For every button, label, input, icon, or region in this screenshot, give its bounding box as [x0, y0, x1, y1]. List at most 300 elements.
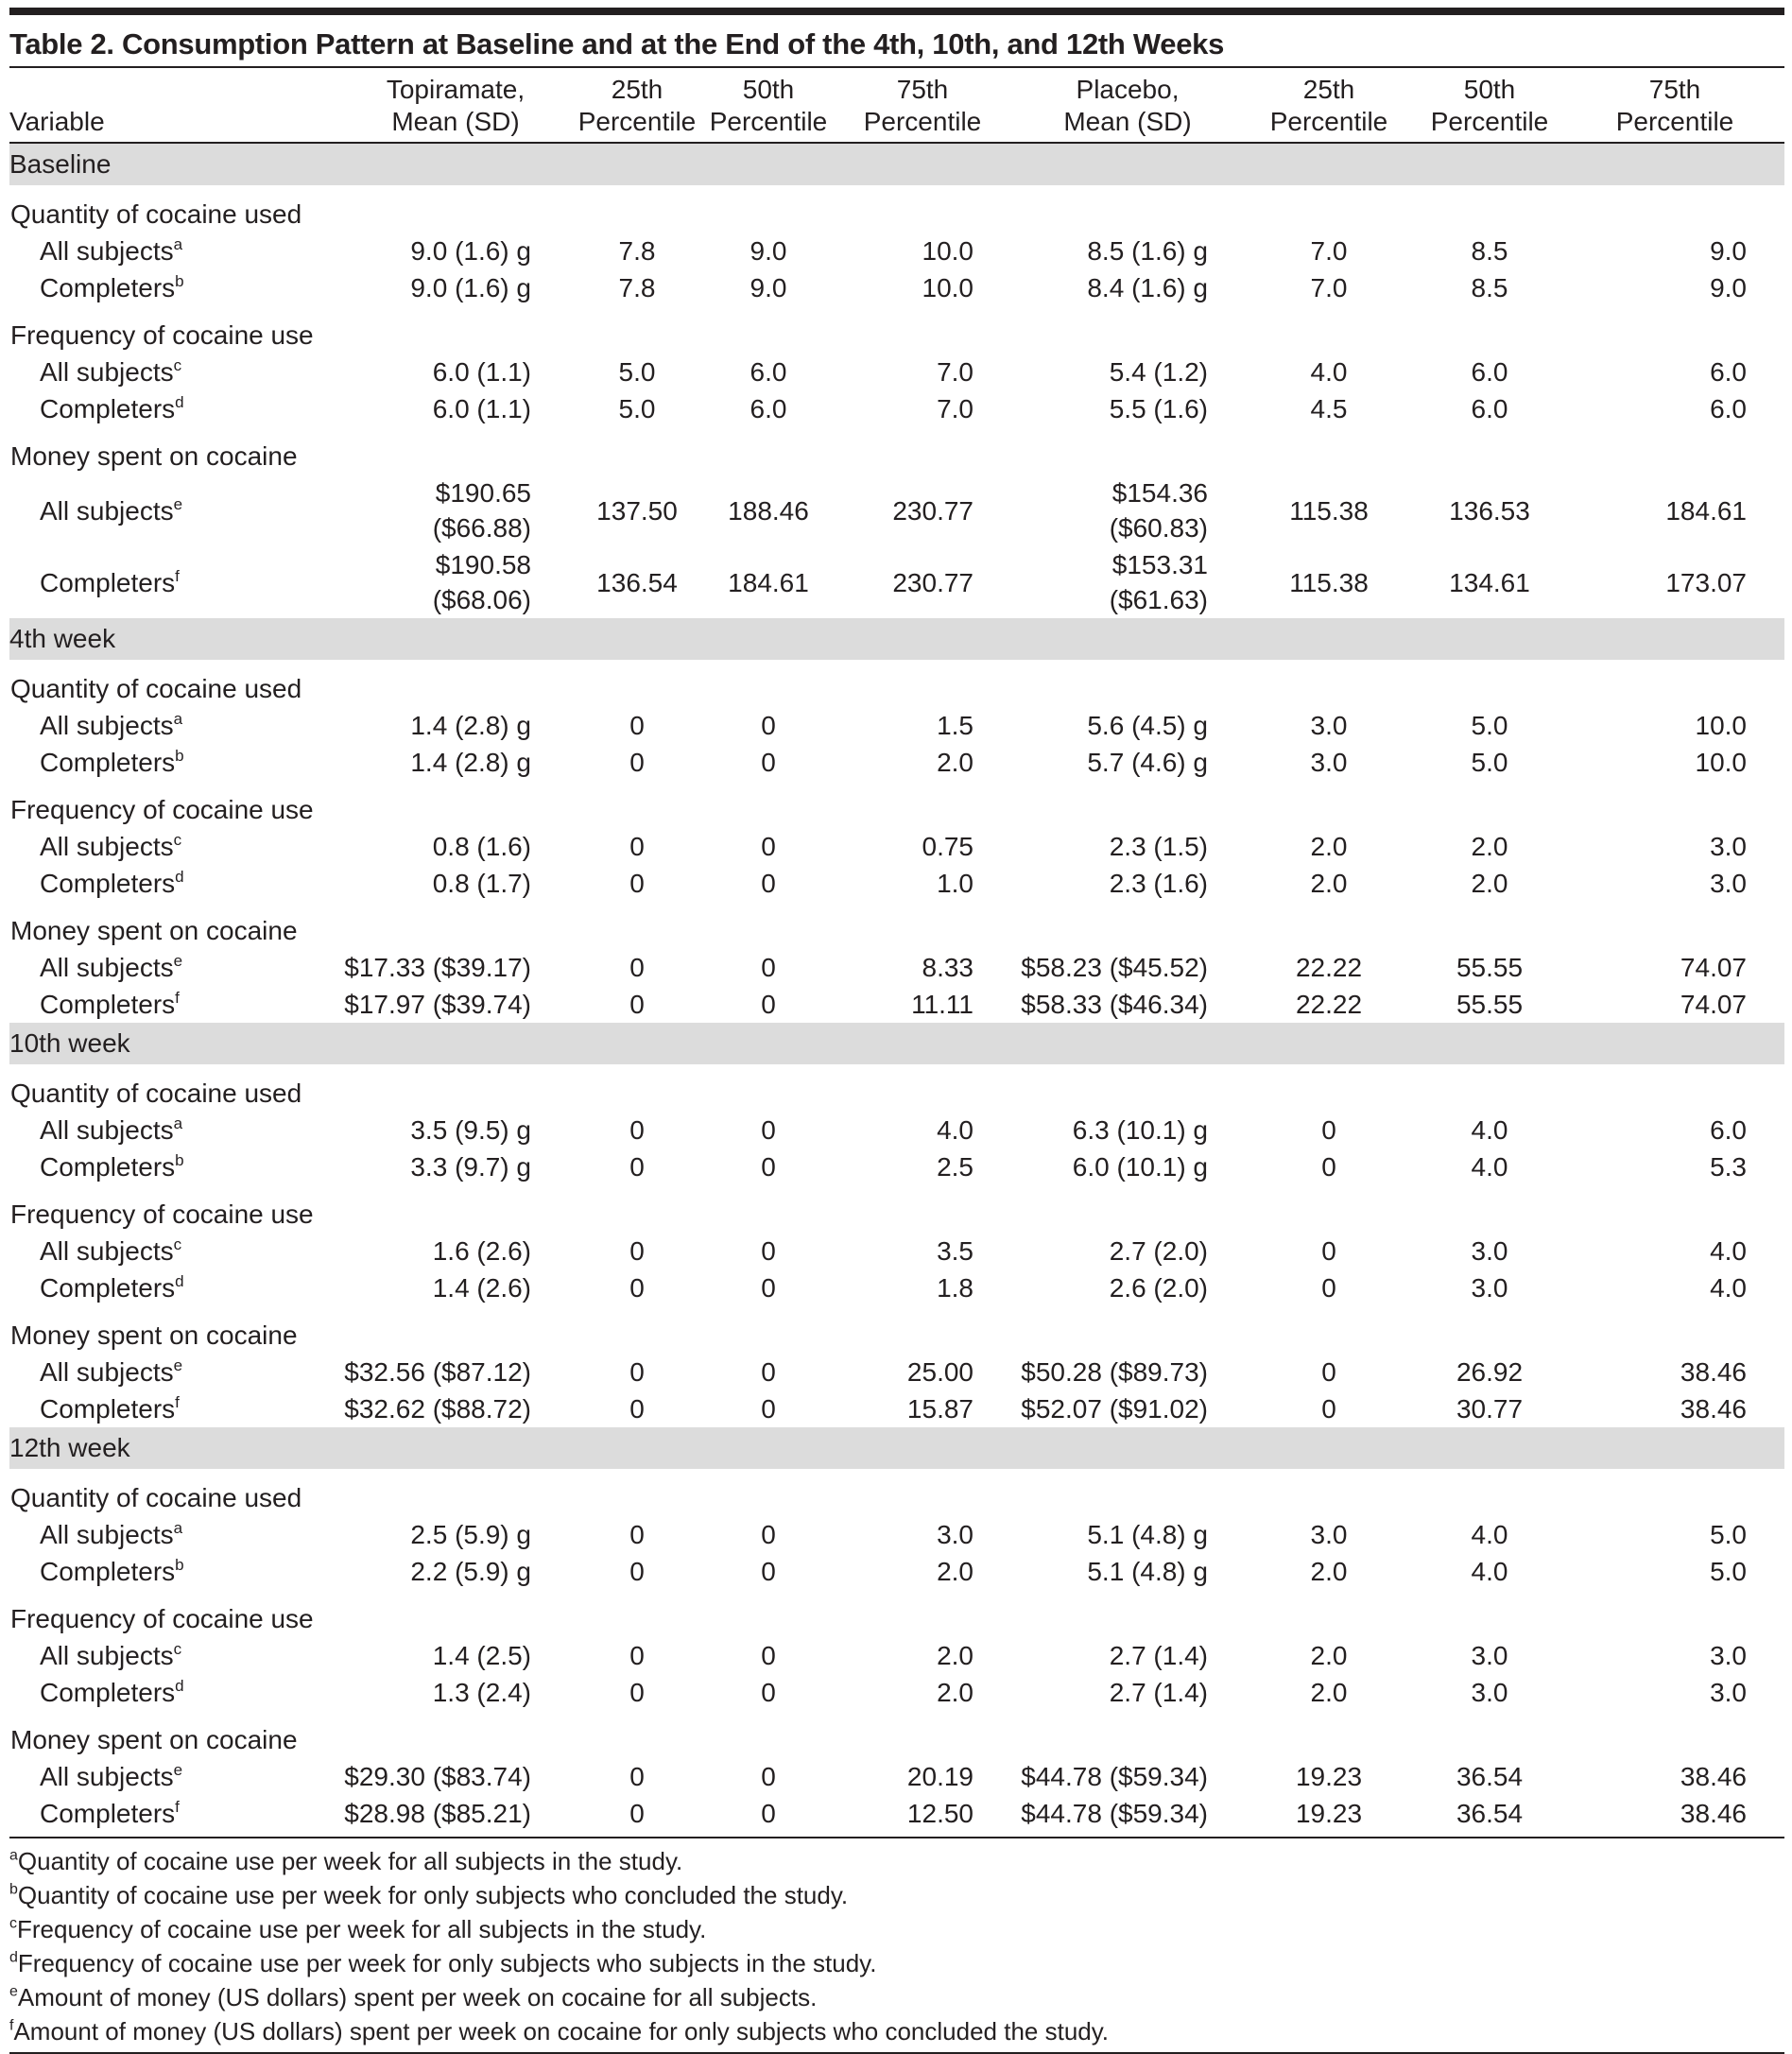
- header-placebo-25th: 25th Percentile: [1244, 68, 1414, 143]
- section-row: [9, 143, 1784, 185]
- row-label: [9, 1674, 340, 1711]
- table-row: [9, 707, 1784, 744]
- group-row: [9, 1469, 1784, 1516]
- cell-topiramate-75th: 12.50: [834, 1795, 1011, 1838]
- row-label: [9, 390, 340, 427]
- cell-topiramate-75th: 11.11: [911, 990, 974, 1019]
- cell-placebo-25th: 7.0: [1310, 273, 1348, 302]
- cell-topiramate-50th: 0: [761, 832, 776, 861]
- cell-placebo-mean: 2.7 (1.4): [1109, 1678, 1208, 1707]
- row-label: [9, 1269, 340, 1306]
- row-label: [9, 1112, 340, 1148]
- cell-placebo-75th: 38.46: [1680, 1357, 1747, 1387]
- cell-placebo-50th: 4.0: [1471, 1115, 1508, 1145]
- row-label-text: All subjects: [40, 1762, 174, 1791]
- footnote-text: Quantity of cocaine use per week for only subjects who concluded the study.: [17, 1881, 849, 1909]
- table-row: [9, 949, 1784, 986]
- cell-placebo-25th: 3.0: [1310, 711, 1348, 740]
- consumption-table: [9, 68, 1784, 1838]
- cell-placebo-50th: 2.0: [1471, 869, 1508, 898]
- row-label: [9, 865, 340, 902]
- footnote-marker: b: [175, 1555, 184, 1574]
- table-row: [9, 1553, 1784, 1590]
- footnote-text: Frequency of cocaine use per week for only subjects who subjects in the study.: [17, 1949, 877, 1977]
- cell-topiramate-50th: 0: [703, 1795, 834, 1838]
- row-label-text: Completers: [40, 567, 176, 597]
- table-body: [9, 143, 1784, 1838]
- cell-topiramate-75th: 3.0: [937, 1520, 974, 1549]
- cell-topiramate-mean: 1.4 (2.8) g: [410, 711, 531, 740]
- table-header: [9, 68, 1784, 143]
- cell-topiramate-50th: 0: [761, 711, 776, 740]
- cell-placebo-25th: 19.23: [1244, 1795, 1414, 1838]
- cell-placebo-mean: 8.4 (1.6) g: [1087, 273, 1208, 302]
- cell-placebo-75th: 4.0: [1710, 1236, 1747, 1266]
- cell-placebo-mean: 5.1 (4.8) g: [1087, 1520, 1208, 1549]
- cell-placebo-mean: 2.7 (2.0): [1109, 1236, 1208, 1266]
- cell-topiramate-75th: 10.0: [922, 236, 974, 266]
- table-row: [9, 354, 1784, 390]
- cell-topiramate-mean: 6.0 (1.1): [432, 357, 531, 387]
- table-row: [9, 1112, 1784, 1148]
- cell-topiramate-75th: 7.0: [937, 357, 974, 387]
- cell-placebo-25th: 2.0: [1310, 869, 1348, 898]
- cell-placebo-mean: 2.7 (1.4): [1109, 1641, 1208, 1670]
- table-row: [9, 390, 1784, 427]
- cell-placebo-50th: 30.77: [1456, 1394, 1524, 1424]
- row-label: [9, 1390, 340, 1427]
- cell-placebo-25th: 3.0: [1310, 1520, 1348, 1549]
- cell-placebo-25th: 0: [1321, 1236, 1336, 1266]
- row-label-text: All subjects: [40, 1357, 174, 1387]
- cell-placebo-mean: 6.0 (10.1) g: [1072, 1152, 1208, 1182]
- cell-topiramate-75th: 20.19: [906, 1762, 974, 1791]
- row-label-text: All subjects: [40, 1115, 174, 1145]
- cell-topiramate-50th: 0: [761, 1641, 776, 1670]
- cell-topiramate-50th: 9.0: [750, 236, 787, 266]
- cell-placebo-25th: 0: [1321, 1357, 1336, 1387]
- cell-topiramate-mean: $32.56 ($87.12): [344, 1357, 531, 1387]
- cell-placebo-75th: 10.0: [1695, 748, 1747, 777]
- table-row: [9, 1233, 1784, 1269]
- cell-placebo-50th: 55.55: [1456, 953, 1524, 982]
- cell-placebo-50th: 5.0: [1471, 748, 1508, 777]
- cell-topiramate-25th: 7.8: [618, 236, 656, 266]
- row-label: [9, 949, 340, 986]
- cell-placebo-mean: 5.1 (4.8) g: [1087, 1557, 1208, 1586]
- cell-topiramate-mean: 2.5 (5.9) g: [410, 1520, 531, 1549]
- row-label-text: Completers: [40, 1678, 176, 1707]
- cell-topiramate-50th: 0: [761, 1236, 776, 1266]
- cell-topiramate-mean: 1.4 (2.8) g: [410, 748, 531, 777]
- cell-topiramate-mean: 1.4 (2.6): [432, 1273, 531, 1303]
- footnote-marker: c: [173, 355, 182, 374]
- cell-placebo-75th: 74.07: [1680, 953, 1747, 982]
- group-label: Quantity of cocaine used: [10, 199, 302, 229]
- footnote: [9, 2014, 1784, 2048]
- cell-placebo-75th: 74.07: [1680, 990, 1747, 1019]
- header-topiramate-25th: 25th Percentile: [571, 68, 703, 143]
- cell-placebo-75th: 5.0: [1710, 1520, 1747, 1549]
- cell-placebo-75th: 3.0: [1710, 1678, 1747, 1707]
- footnote-marker: d: [175, 1676, 184, 1695]
- group-label: Money spent on cocaine: [10, 1320, 298, 1350]
- row-label: [9, 986, 340, 1023]
- header-topiramate-75th: 75th Percentile: [834, 68, 1011, 143]
- cell-topiramate-75th: 4.0: [937, 1115, 974, 1145]
- row-label-text: Completers: [40, 1394, 176, 1424]
- table-row: [9, 1795, 1784, 1838]
- cell-placebo-mean: 6.3 (10.1) g: [1072, 1115, 1208, 1145]
- group-row: [9, 1064, 1784, 1112]
- cell-placebo-75th: 10.0: [1695, 711, 1747, 740]
- table-row: [9, 546, 1784, 618]
- footnotes: [9, 1838, 1784, 2054]
- cell-placebo-mean: 2.3 (1.5): [1109, 832, 1208, 861]
- table-row: [9, 1148, 1784, 1185]
- cell-topiramate-25th: 0: [571, 1795, 703, 1838]
- cell-placebo-mean: 5.4 (1.2): [1109, 357, 1208, 387]
- cell-topiramate-75th: 1.8: [937, 1273, 974, 1303]
- cell-topiramate-50th: 0: [761, 1520, 776, 1549]
- group-label: Money spent on cocaine: [10, 916, 298, 945]
- cell-placebo-mean: 2.6 (2.0): [1109, 1273, 1208, 1303]
- footnote-marker: c: [173, 1234, 182, 1253]
- cell-topiramate-mean: 3.3 (9.7) g: [410, 1152, 531, 1182]
- footnote-text: Frequency of cocaine use per week for all subjects in the study.: [17, 1915, 707, 1943]
- cell-placebo-50th: 136.53: [1449, 495, 1530, 526]
- footnote-marker: a: [9, 1847, 18, 1864]
- cell-topiramate-75th: 10.0: [922, 273, 974, 302]
- row-label: [9, 1758, 340, 1795]
- row-label-text: All subjects: [40, 1520, 174, 1549]
- row-label-text: Completers: [40, 748, 176, 777]
- cell-topiramate-25th: 0: [629, 953, 645, 982]
- cell-placebo-75th: 9.0: [1710, 273, 1747, 302]
- footnote-marker: c: [173, 1639, 182, 1658]
- footnote-marker: e: [173, 1355, 183, 1374]
- cell-placebo-25th: 4.0: [1310, 357, 1348, 387]
- footnote-text: Amount of money (US dollars) spent per week on cocaine for all subjects.: [17, 1983, 818, 2011]
- cell-topiramate-mean: 1.4 (2.5): [432, 1641, 531, 1670]
- cell-placebo-75th: 6.0: [1710, 394, 1747, 423]
- table-row: [9, 986, 1784, 1023]
- row-label: [9, 1795, 340, 1838]
- cell-placebo-75th: 3.0: [1710, 832, 1747, 861]
- cell-placebo-50th: 8.5: [1471, 236, 1508, 266]
- cell-topiramate-50th: 0: [761, 869, 776, 898]
- row-label-text: All subjects: [40, 357, 174, 387]
- cell-topiramate-50th: 0: [761, 953, 776, 982]
- cell-topiramate-25th: 0: [629, 748, 645, 777]
- row-label-text: Completers: [40, 1799, 176, 1828]
- table-row: [9, 1390, 1784, 1427]
- cell-topiramate-75th: 15.87: [906, 1394, 974, 1424]
- group-row: [9, 427, 1784, 475]
- cell-topiramate-25th: 0: [629, 869, 645, 898]
- cell-topiramate-mean: $17.33 ($39.17): [344, 953, 531, 982]
- cell-topiramate-50th: 6.0: [750, 357, 787, 387]
- cell-topiramate-25th: 0: [629, 1641, 645, 1670]
- table-caption: Table 2. Consumption Pattern at Baseline and at the End of the 4th, 10th, and 12th Weeks: [9, 15, 1784, 68]
- group-row: [9, 306, 1784, 354]
- cell-topiramate-75th: 0.75: [922, 832, 974, 861]
- group-row: [9, 185, 1784, 233]
- row-label-text: Completers: [40, 394, 176, 423]
- cell-placebo-mean: $58.23 ($45.52): [1021, 953, 1208, 982]
- cell-placebo-75th: 6.0: [1710, 1115, 1747, 1145]
- cell-placebo-75th: 3.0: [1710, 1641, 1747, 1670]
- cell-topiramate-50th: 0: [761, 748, 776, 777]
- top-rule: [9, 8, 1784, 15]
- cell-placebo-mean: $154.36 ($60.83): [1109, 478, 1208, 543]
- cell-placebo-25th: 22.22: [1295, 953, 1363, 982]
- cell-placebo-50th: 4.0: [1471, 1557, 1508, 1586]
- footnote-marker: e: [173, 1760, 183, 1779]
- row-label: [9, 1637, 340, 1674]
- row-label: [9, 1553, 340, 1590]
- cell-topiramate-75th: 1.0: [937, 869, 974, 898]
- cell-placebo-mean: 8.5 (1.6) g: [1087, 236, 1208, 266]
- cell-topiramate-25th: 137.50: [596, 495, 678, 526]
- group-label: Frequency of cocaine use: [10, 320, 314, 350]
- cell-placebo-25th: 0: [1321, 1152, 1336, 1182]
- row-label: [9, 828, 340, 865]
- cell-topiramate-25th: 0: [629, 1557, 645, 1586]
- footnote: [9, 1844, 1784, 1878]
- section-row: [9, 1023, 1784, 1064]
- footnote-marker: d: [175, 867, 184, 886]
- cell-topiramate-mean: 0.8 (1.7): [432, 869, 531, 898]
- footnote-marker: f: [9, 2017, 14, 2034]
- footnote-marker: c: [173, 830, 182, 849]
- cell-placebo-75th: 38.46: [1680, 1394, 1747, 1424]
- footnote-marker: a: [173, 709, 183, 728]
- footnote-marker: e: [173, 951, 183, 970]
- cell-placebo-25th: 22.22: [1295, 990, 1363, 1019]
- header-placebo-75th: 75th Percentile: [1565, 68, 1784, 143]
- cell-placebo-mean: $58.33 ($46.34): [1021, 990, 1208, 1019]
- row-label-text: Completers: [40, 1152, 176, 1182]
- cell-topiramate-50th: 0: [761, 1115, 776, 1145]
- row-label-text: Completers: [40, 273, 176, 302]
- cell-placebo-25th: 2.0: [1310, 1557, 1348, 1586]
- group-label: Money spent on cocaine: [10, 441, 298, 471]
- cell-topiramate-75th: 1.5: [937, 711, 974, 740]
- group-label: Frequency of cocaine use: [10, 795, 314, 824]
- cell-topiramate-75th: 7.0: [937, 394, 974, 423]
- cell-placebo-25th: 4.5: [1310, 394, 1348, 423]
- table-row: [9, 865, 1784, 902]
- group-row: [9, 660, 1784, 707]
- group-label: Money spent on cocaine: [10, 1725, 298, 1754]
- cell-placebo-25th: 2.0: [1310, 832, 1348, 861]
- cell-topiramate-mean: $28.98 ($85.21): [340, 1795, 571, 1838]
- row-label: [9, 1516, 340, 1553]
- row-label-text: Completers: [40, 1273, 176, 1303]
- cell-topiramate-25th: 0: [629, 711, 645, 740]
- cell-placebo-75th: 6.0: [1710, 357, 1747, 387]
- group-row: [9, 902, 1784, 949]
- table-row: [9, 1674, 1784, 1711]
- cell-placebo-25th: 2.0: [1310, 1678, 1348, 1707]
- group-label: Quantity of cocaine used: [10, 674, 302, 703]
- group-row: [9, 1306, 1784, 1354]
- cell-placebo-75th: 173.07: [1665, 567, 1747, 597]
- table-row: [9, 828, 1784, 865]
- footnote-marker: c: [9, 1915, 17, 1932]
- cell-topiramate-75th: 3.5: [937, 1236, 974, 1266]
- table-row: [9, 1354, 1784, 1390]
- cell-placebo-50th: 3.0: [1471, 1236, 1508, 1266]
- cell-topiramate-50th: 6.0: [750, 394, 787, 423]
- table-row: [9, 1269, 1784, 1306]
- cell-topiramate-50th: 0: [761, 1762, 776, 1791]
- table-row: [9, 1516, 1784, 1553]
- cell-placebo-25th: 115.38: [1289, 567, 1369, 597]
- row-label: [9, 707, 340, 744]
- cell-topiramate-25th: 0: [629, 1520, 645, 1549]
- footnote: [9, 1878, 1784, 1912]
- row-label: [9, 1233, 340, 1269]
- cell-placebo-50th: 55.55: [1456, 990, 1524, 1019]
- cell-topiramate-75th: 2.0: [937, 748, 974, 777]
- footnote-marker: e: [173, 494, 183, 513]
- table-row: [9, 269, 1784, 306]
- footnote: [9, 1980, 1784, 2014]
- cell-topiramate-mean: $17.97 ($39.74): [344, 990, 531, 1019]
- section-row: [9, 618, 1784, 660]
- row-label-text: All subjects: [40, 495, 174, 526]
- cell-placebo-50th: 36.54: [1456, 1762, 1524, 1791]
- cell-placebo-25th: 7.0: [1310, 236, 1348, 266]
- row-label-text: All subjects: [40, 1641, 174, 1670]
- cell-topiramate-75th: 230.77: [892, 495, 974, 526]
- footnote-marker: f: [175, 988, 180, 1007]
- cell-topiramate-25th: 0: [629, 1678, 645, 1707]
- row-label: [9, 1148, 340, 1185]
- cell-topiramate-75th: 2.0: [937, 1557, 974, 1586]
- cell-placebo-50th: 3.0: [1471, 1273, 1508, 1303]
- footnote-text: Amount of money (US dollars) spent per week on cocaine for only subjects who concluded the study.: [13, 2017, 1110, 2045]
- cell-topiramate-mean: $190.65 ($66.88): [432, 478, 531, 543]
- cell-placebo-mean: 5.6 (4.5) g: [1087, 711, 1208, 740]
- cell-topiramate-75th: 8.33: [922, 953, 974, 982]
- footnote-marker: d: [175, 392, 184, 411]
- header-topiramate-50th: 50th Percentile: [703, 68, 834, 143]
- cell-topiramate-75th: 25.00: [906, 1357, 974, 1387]
- cell-topiramate-mean: 6.0 (1.1): [432, 394, 531, 423]
- cell-topiramate-25th: 0: [629, 990, 645, 1019]
- cell-topiramate-50th: 184.61: [728, 567, 809, 597]
- table-row: [9, 233, 1784, 269]
- cell-topiramate-mean: $29.30 ($83.74): [344, 1762, 531, 1791]
- row-label: [9, 354, 340, 390]
- cell-placebo-50th: 3.0: [1471, 1641, 1508, 1670]
- footnote-marker: a: [173, 234, 183, 253]
- group-label: Frequency of cocaine use: [10, 1604, 314, 1633]
- cell-topiramate-50th: 9.0: [750, 273, 787, 302]
- cell-topiramate-mean: 9.0 (1.6) g: [410, 273, 531, 302]
- footnote: [9, 1946, 1784, 1980]
- cell-topiramate-25th: 136.54: [596, 567, 678, 597]
- row-label-text: Completers: [40, 990, 176, 1019]
- cell-placebo-25th: 115.38: [1289, 495, 1369, 526]
- cell-placebo-mean: $153.31 ($61.63): [1109, 550, 1208, 614]
- footnote-marker: e: [9, 1983, 18, 2000]
- cell-topiramate-75th: 2.0: [937, 1678, 974, 1707]
- cell-topiramate-mean: 3.5 (9.5) g: [410, 1115, 531, 1145]
- table-row: [9, 744, 1784, 781]
- footnote-marker: a: [173, 1113, 183, 1132]
- footnote-marker: b: [175, 271, 184, 290]
- cell-topiramate-25th: 0: [629, 1762, 645, 1791]
- cell-placebo-75th: 184.61: [1665, 495, 1747, 526]
- cell-topiramate-mean: 1.6 (2.6): [432, 1236, 531, 1266]
- header-topiramate: Topiramate, Mean (SD): [340, 68, 571, 143]
- cell-topiramate-50th: 0: [761, 1394, 776, 1424]
- cell-topiramate-50th: 0: [761, 1557, 776, 1586]
- cell-topiramate-25th: 5.0: [618, 357, 656, 387]
- row-label-text: All subjects: [40, 711, 174, 740]
- cell-topiramate-50th: 188.46: [728, 495, 809, 526]
- cell-placebo-50th: 134.61: [1449, 567, 1530, 597]
- footnote-marker: a: [173, 1518, 183, 1537]
- group-row: [9, 1185, 1784, 1233]
- section-title: 12th week: [9, 1427, 1784, 1469]
- group-row: [9, 1711, 1784, 1758]
- cell-topiramate-50th: 0: [761, 1678, 776, 1707]
- footnote-marker: f: [175, 1392, 180, 1411]
- footnote-marker: d: [9, 1949, 18, 1966]
- cell-topiramate-25th: 5.0: [618, 394, 656, 423]
- cell-placebo-25th: 19.23: [1295, 1762, 1363, 1791]
- row-label: [9, 1354, 340, 1390]
- row-label-text: Completers: [40, 869, 176, 898]
- cell-placebo-mean: 5.5 (1.6): [1109, 394, 1208, 423]
- table-row: [9, 475, 1784, 546]
- group-label: Quantity of cocaine used: [10, 1483, 302, 1512]
- cell-placebo-25th: 3.0: [1310, 748, 1348, 777]
- footnote-marker: b: [175, 1150, 184, 1169]
- cell-placebo-50th: 8.5: [1471, 273, 1508, 302]
- cell-topiramate-25th: 0: [629, 1357, 645, 1387]
- cell-placebo-mean: $44.78 ($59.34): [1021, 1762, 1208, 1791]
- cell-topiramate-25th: 0: [629, 832, 645, 861]
- footnote-marker: f: [175, 566, 180, 585]
- cell-topiramate-mean: $190.58 ($68.06): [432, 550, 531, 614]
- cell-topiramate-25th: 0: [629, 1273, 645, 1303]
- footnote-marker: f: [175, 1797, 180, 1816]
- group-label: Frequency of cocaine use: [10, 1200, 314, 1229]
- table-row: [9, 1758, 1784, 1795]
- footnote: [9, 1912, 1784, 1946]
- row-label-text: All subjects: [40, 236, 174, 266]
- header-placebo-50th: 50th Percentile: [1414, 68, 1565, 143]
- cell-topiramate-50th: 0: [761, 1273, 776, 1303]
- row-label-text: Completers: [40, 1557, 176, 1586]
- cell-placebo-50th: 3.0: [1471, 1678, 1508, 1707]
- cell-topiramate-75th: 230.77: [892, 567, 974, 597]
- row-label: [9, 475, 340, 546]
- cell-topiramate-75th: 2.0: [937, 1641, 974, 1670]
- footnote-marker: b: [9, 1881, 18, 1898]
- row-label: [9, 233, 340, 269]
- row-label: [9, 744, 340, 781]
- header-placebo: Placebo, Mean (SD): [1011, 68, 1244, 143]
- footnote-marker: d: [175, 1271, 184, 1290]
- cell-topiramate-25th: 0: [629, 1394, 645, 1424]
